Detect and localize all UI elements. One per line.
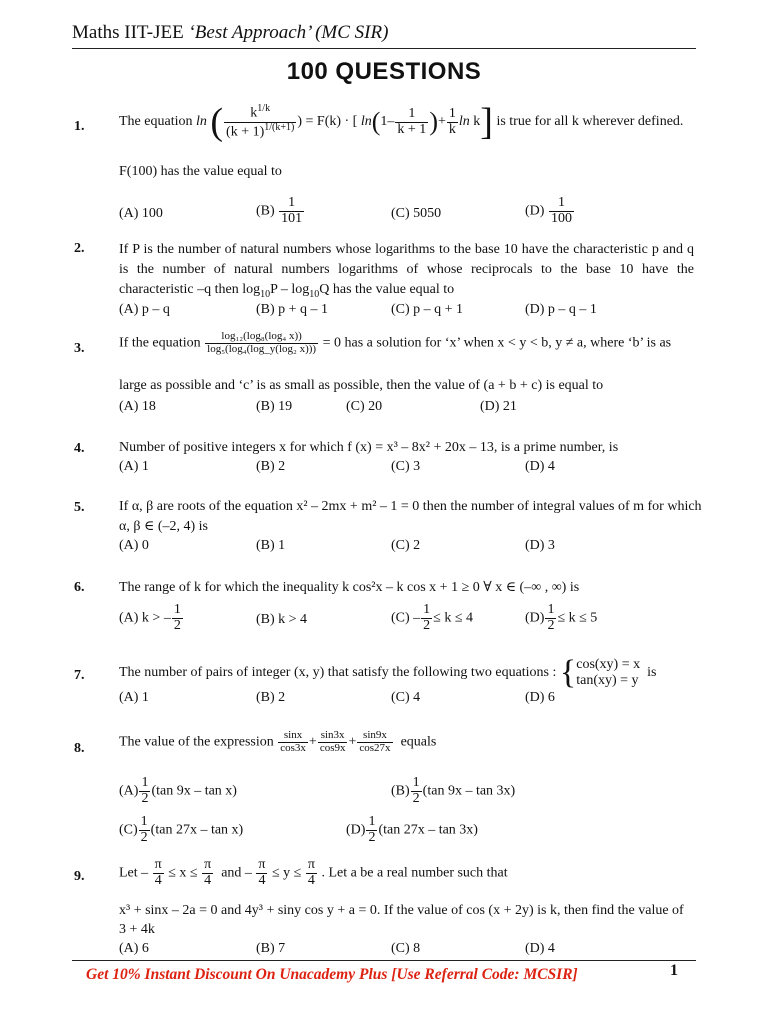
page-title: 100 QUESTIONS [286, 58, 482, 85]
question-8-number: 8. [74, 741, 85, 756]
q9-line3: 3 + 4k [119, 922, 155, 937]
q7-option-d[interactable]: (D) 6 [525, 690, 555, 705]
q4-option-d[interactable]: (D) 4 [525, 459, 555, 474]
header-brand: ‘Best Approach’ (MC SIR) [188, 22, 389, 43]
q3-fraction: $\frac{\text{log₁₂(log₈(log₄ x))}}{\text{log₅(log₄(log\_y(log₂ x)))}}$ [207, 330, 317, 355]
promo-footer: Get 10% Instant Discount On Unacademy Plus [Use Referral Code: MCSIR] [86, 966, 578, 983]
q7-option-c[interactable]: (C) 4 [391, 690, 421, 705]
q2-option-d[interactable]: (D) p – q – 1 [525, 302, 597, 317]
question-5-number: 5. [74, 500, 85, 515]
q1-frac-kp1: k + 1 [397, 121, 427, 137]
q5-option-a[interactable]: (A) 0 [119, 538, 149, 553]
question-7-number: 7. [74, 668, 85, 683]
q8-option-d[interactable]: (D) $\frac{1}{2}$ (tan 27x – tan 3x) [346, 814, 478, 845]
question-3-number: 3. [74, 341, 85, 356]
q1-option-a[interactable]: (A) 100 [119, 206, 163, 221]
q9-option-c[interactable]: (C) 8 [391, 941, 421, 956]
q3-equation: If the equation $\frac{\text{log₁₂(log₈(log₄ x))}}{\text{log₅(log₄(log\_y(log₂ x)))}}$ = 0 has a solution for ‘x’ when x < y < b, y ≠ a, where ‘b’ is as [119, 330, 672, 355]
q5-option-b[interactable]: (B) 1 [256, 538, 286, 553]
q5-option-c[interactable]: (C) 2 [391, 538, 421, 553]
question-1-equation: The equation ln ( $\frac{k^{1/k}}{(k + 1)^{1/(k+1)}}$ ) = F(k) · [ ln(1– $\frac{1}{k + 1}$ )+ $\frac{1}{k}$ ln k] is true for all k wherever defined. [119, 101, 684, 143]
q3-option-b[interactable]: (B) 19 [256, 399, 293, 414]
question-9-number: 9. [74, 869, 85, 884]
q1-one: 1 [380, 114, 388, 130]
q9-line2: x³ + sinx – 2a = 0 and 4y³ + siny cos y + a = 0. If the value of cos (x + 2y) is k, then find the value of [119, 903, 684, 918]
question-2-number: 2. [74, 241, 85, 256]
q2-text: If P is the number of natural numbers whose logarithms to the base 10 have the characteristic p and q is the number of natural numbers logarithms of whose reciprocals to the base 10 have the characteristic –q then $\log_{10}P - \log_{10}Q$ has the value equal to [119, 242, 694, 300]
question-6-number: 6. [74, 580, 85, 595]
q9-line1: Let – $\frac{\pi}{4}$ ≤ x ≤ $\frac{\pi}{4}$ and – $\frac{\pi}{4}$ ≤ y ≤ $\frac{\pi}{4}$ . Let a be a real number such that [119, 857, 508, 888]
q8-expression: The value of the expression $\frac{\sin x}{\cos 3x}$ + $\frac{\sin 3x}{\cos 9x}$ + $\frac{\sin 9x}{\cos 27x}$ equals [119, 729, 437, 754]
q4-option-b[interactable]: (B) 2 [256, 459, 286, 474]
q3-option-d[interactable]: (D) 21 [480, 399, 517, 414]
q1-intro: The equation [119, 114, 193, 130]
q6-option-b[interactable]: (B) k > 4 [256, 612, 308, 627]
q1-frac2-one: 1 [448, 105, 456, 121]
header-divider [72, 48, 696, 49]
q2-option-b[interactable]: (B) p + q – 1 [256, 302, 329, 317]
q4-option-a[interactable]: (A) 1 [119, 459, 149, 474]
q1-main-fraction: $\frac{k^{1/k}}{(k + 1)^{1/(k+1)}}$ [226, 103, 295, 140]
question-4-number: 4. [74, 441, 85, 456]
q2-option-a[interactable]: (A) p – q [119, 302, 170, 317]
q8-option-c[interactable]: (C) $\frac{1}{2}$ (tan 27x – tan x) [119, 814, 244, 845]
q1-option-c[interactable]: (C) 5050 [391, 206, 442, 221]
q3-line2: large as possible and ‘c’ is as small as possible, then the value of (a + b + c) is equal to [119, 378, 604, 393]
q5-line2: α, β ∈ (–2, 4) is [119, 519, 208, 534]
q8-option-b[interactable]: (B) $\frac{1}{2}$ (tan 9x – tan 3x) [391, 775, 516, 806]
q9-option-a[interactable]: (A) 6 [119, 941, 149, 956]
q5-option-d[interactable]: (D) 3 [525, 538, 555, 553]
q1-line2: F(100) has the value equal to [119, 164, 282, 179]
q6-option-c[interactable]: (C) – $\frac{1}{2}$ ≤ k ≤ 4 [391, 602, 474, 633]
q2-option-c[interactable]: (C) p – q + 1 [391, 302, 464, 317]
q6-option-d[interactable]: (D) $\frac{1}{2}$ ≤ k ≤ 5 [525, 602, 598, 633]
q4-option-c[interactable]: (C) 3 [391, 459, 421, 474]
page-number: 1 [670, 962, 678, 979]
q6-option-a[interactable]: (A) k > – $\frac{1}{2}$ [119, 602, 181, 633]
q7-option-a[interactable]: (A) 1 [119, 690, 149, 705]
q4-text: Number of positive integers x for which f (x) = x³ – 8x² + 20x – 13, is a prime number, is [119, 440, 619, 455]
q1-option-d[interactable]: (D) $\frac{1}{100}$ [525, 195, 572, 226]
q7-text: The number of pairs of integer (x, y) that satisfy the following two equations : {cos(xy) = x tan(xy) = y is [119, 654, 657, 691]
q6-text: The range of k for which the inequality k cos²x – k cos x + 1 ≥ 0 ∀ x ∈ (–∞ , ∞) is [119, 580, 580, 595]
q1-mid: ) = F(k) · [ [297, 114, 358, 130]
q1-tail: is true for all k wherever defined. [496, 114, 684, 130]
q9-option-b[interactable]: (B) 7 [256, 941, 286, 956]
q7-option-b[interactable]: (B) 2 [256, 690, 286, 705]
header-subject: Maths IIT-JEE [72, 22, 184, 43]
footer-divider [72, 960, 696, 961]
q5-text: If α, β are roots of the equation x² – 2mx + m² – 1 = 0 then the number of integral values of m for which [119, 499, 702, 514]
q8-option-a[interactable]: (A) $\frac{1}{2}$ (tan 9x – tan x) [119, 775, 237, 806]
page-header [72, 22, 388, 44]
q1-frac-one: 1 [395, 107, 428, 123]
q3-option-a[interactable]: (A) 18 [119, 399, 156, 414]
q9-option-d[interactable]: (D) 4 [525, 941, 555, 956]
q1-frac2-k: k [448, 121, 456, 137]
q3-option-c[interactable]: (C) 20 [346, 399, 383, 414]
question-1-number: 1. [74, 119, 85, 134]
q1-option-b[interactable]: (B) $\frac{1}{101}$ [256, 195, 303, 226]
